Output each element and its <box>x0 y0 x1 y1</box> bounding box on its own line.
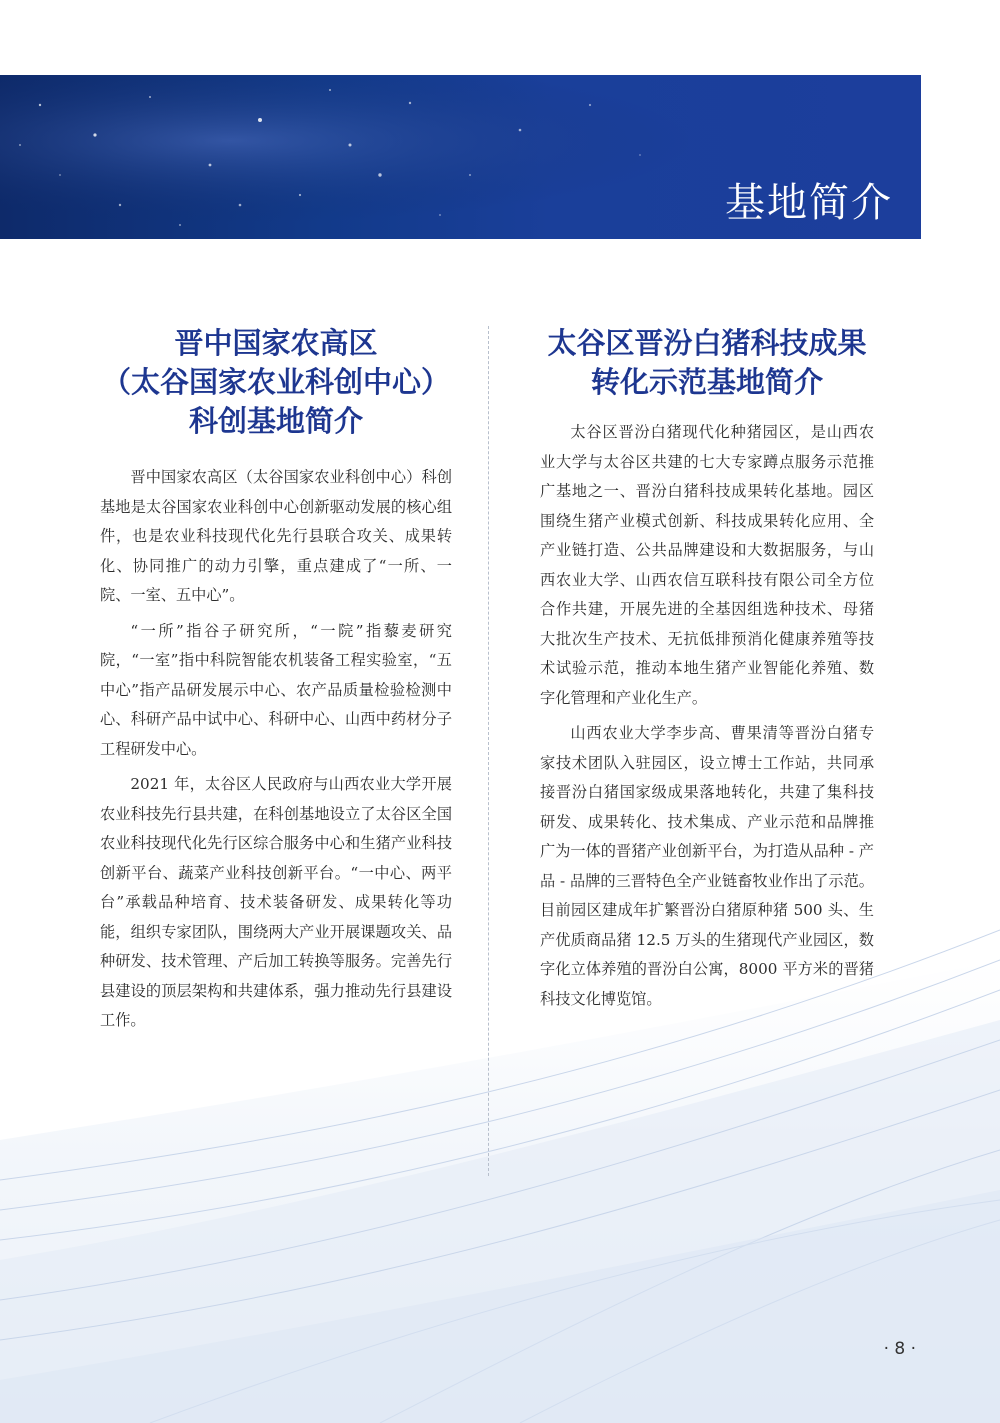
body-paragraph: 山西农业大学李步高、曹果清等晋汾白猪专家技术团队入驻园区，设立博士工作站，共同承接晋汾白猪国家级成果落地转化，共建了集科技研发、成果转化、技术集成、产业示范和品牌推广为一体的晋猪产业创新平台，为打造从品种 - 产品 - 品牌的三晋特色全产业链畜牧业作出了示范。目前园区建成年扩繁晋汾白猪原种猪 500 头、生产优质商品猪 12.5 万头的生猪现代产业园区，数字化立体养殖的晋汾白公寓，8000 平方米的晋猪科技文化博览馆。 <box>540 724 874 1008</box>
left-article-title <box>100 324 452 441</box>
left-article <box>100 324 452 1042</box>
body-paragraph: 晋中国家农高区（太谷国家农业科创中心）科创基地是太谷国家农业科创中心创新驱动发展的核心组件，也是农业科技现代化先行县联合攻关、成果转化、协同推广的动力引擎，重点建成了“一所、一院、一室、五中心”。 <box>100 468 452 604</box>
banner-title: 基地简介 <box>725 180 893 226</box>
page-number: · 8 · <box>883 1339 916 1359</box>
title-line: 太谷区晋汾白猪科技成果 <box>547 326 867 360</box>
title-line: 科创基地简介 <box>188 404 363 438</box>
column-divider <box>488 326 489 1176</box>
right-article <box>540 324 874 1020</box>
body-paragraph: 2021 年，太谷区人民政府与山西农业大学开展农业科技先行县共建，在科创基地设立了太谷区全国农业科技现代化先行区综合服务中心和生猪产业科技创新平台、蔬菜产业科技创新平台。“一中心、两平台”承载品种培育、技术装备研发、成果转化等功能，组织专家团队，围绕两大产业开展课题攻关、品种研发、技术管理、产后加工转换等服务。完善先行县建设的顶层架构和共建体系，强力推动先行县建设工作。 <box>100 775 452 1029</box>
right-article-title <box>540 324 874 402</box>
title-line: （太谷国家农业科创中心） <box>101 365 450 399</box>
header-banner <box>0 75 921 239</box>
title-line: 转化示范基地简介 <box>590 365 823 399</box>
title-line: 晋中国家农高区 <box>174 326 378 360</box>
body-paragraph: 太谷区晋汾白猪现代化种猪园区，是山西农业大学与太谷区共建的七大专家蹲点服务示范推广基地之一、晋汾白猪科技成果转化基地。园区围绕生猪产业模式创新、科技成果转化应用、全产业链打造、公共品牌建设和大数据服务，与山西农业大学、山西农信互联科技有限公司全方位合作共建，开展先进的全基因组选种技术、母猪大批次生产技术、无抗低排预消化健康养殖等技术试验示范，推动本地生猪产业智能化养殖、数字化管理和产业化生产。 <box>540 423 874 707</box>
body-paragraph: “一所”指谷子研究所，“一院”指藜麦研究院，“一室”指中科院智能农机装备工程实验室，“五中心”指产品研发展示中心、农产品质量检验检测中心、科研产品中试中心、科研中心、山西中药材分子工程研发中心。 <box>100 621 452 758</box>
